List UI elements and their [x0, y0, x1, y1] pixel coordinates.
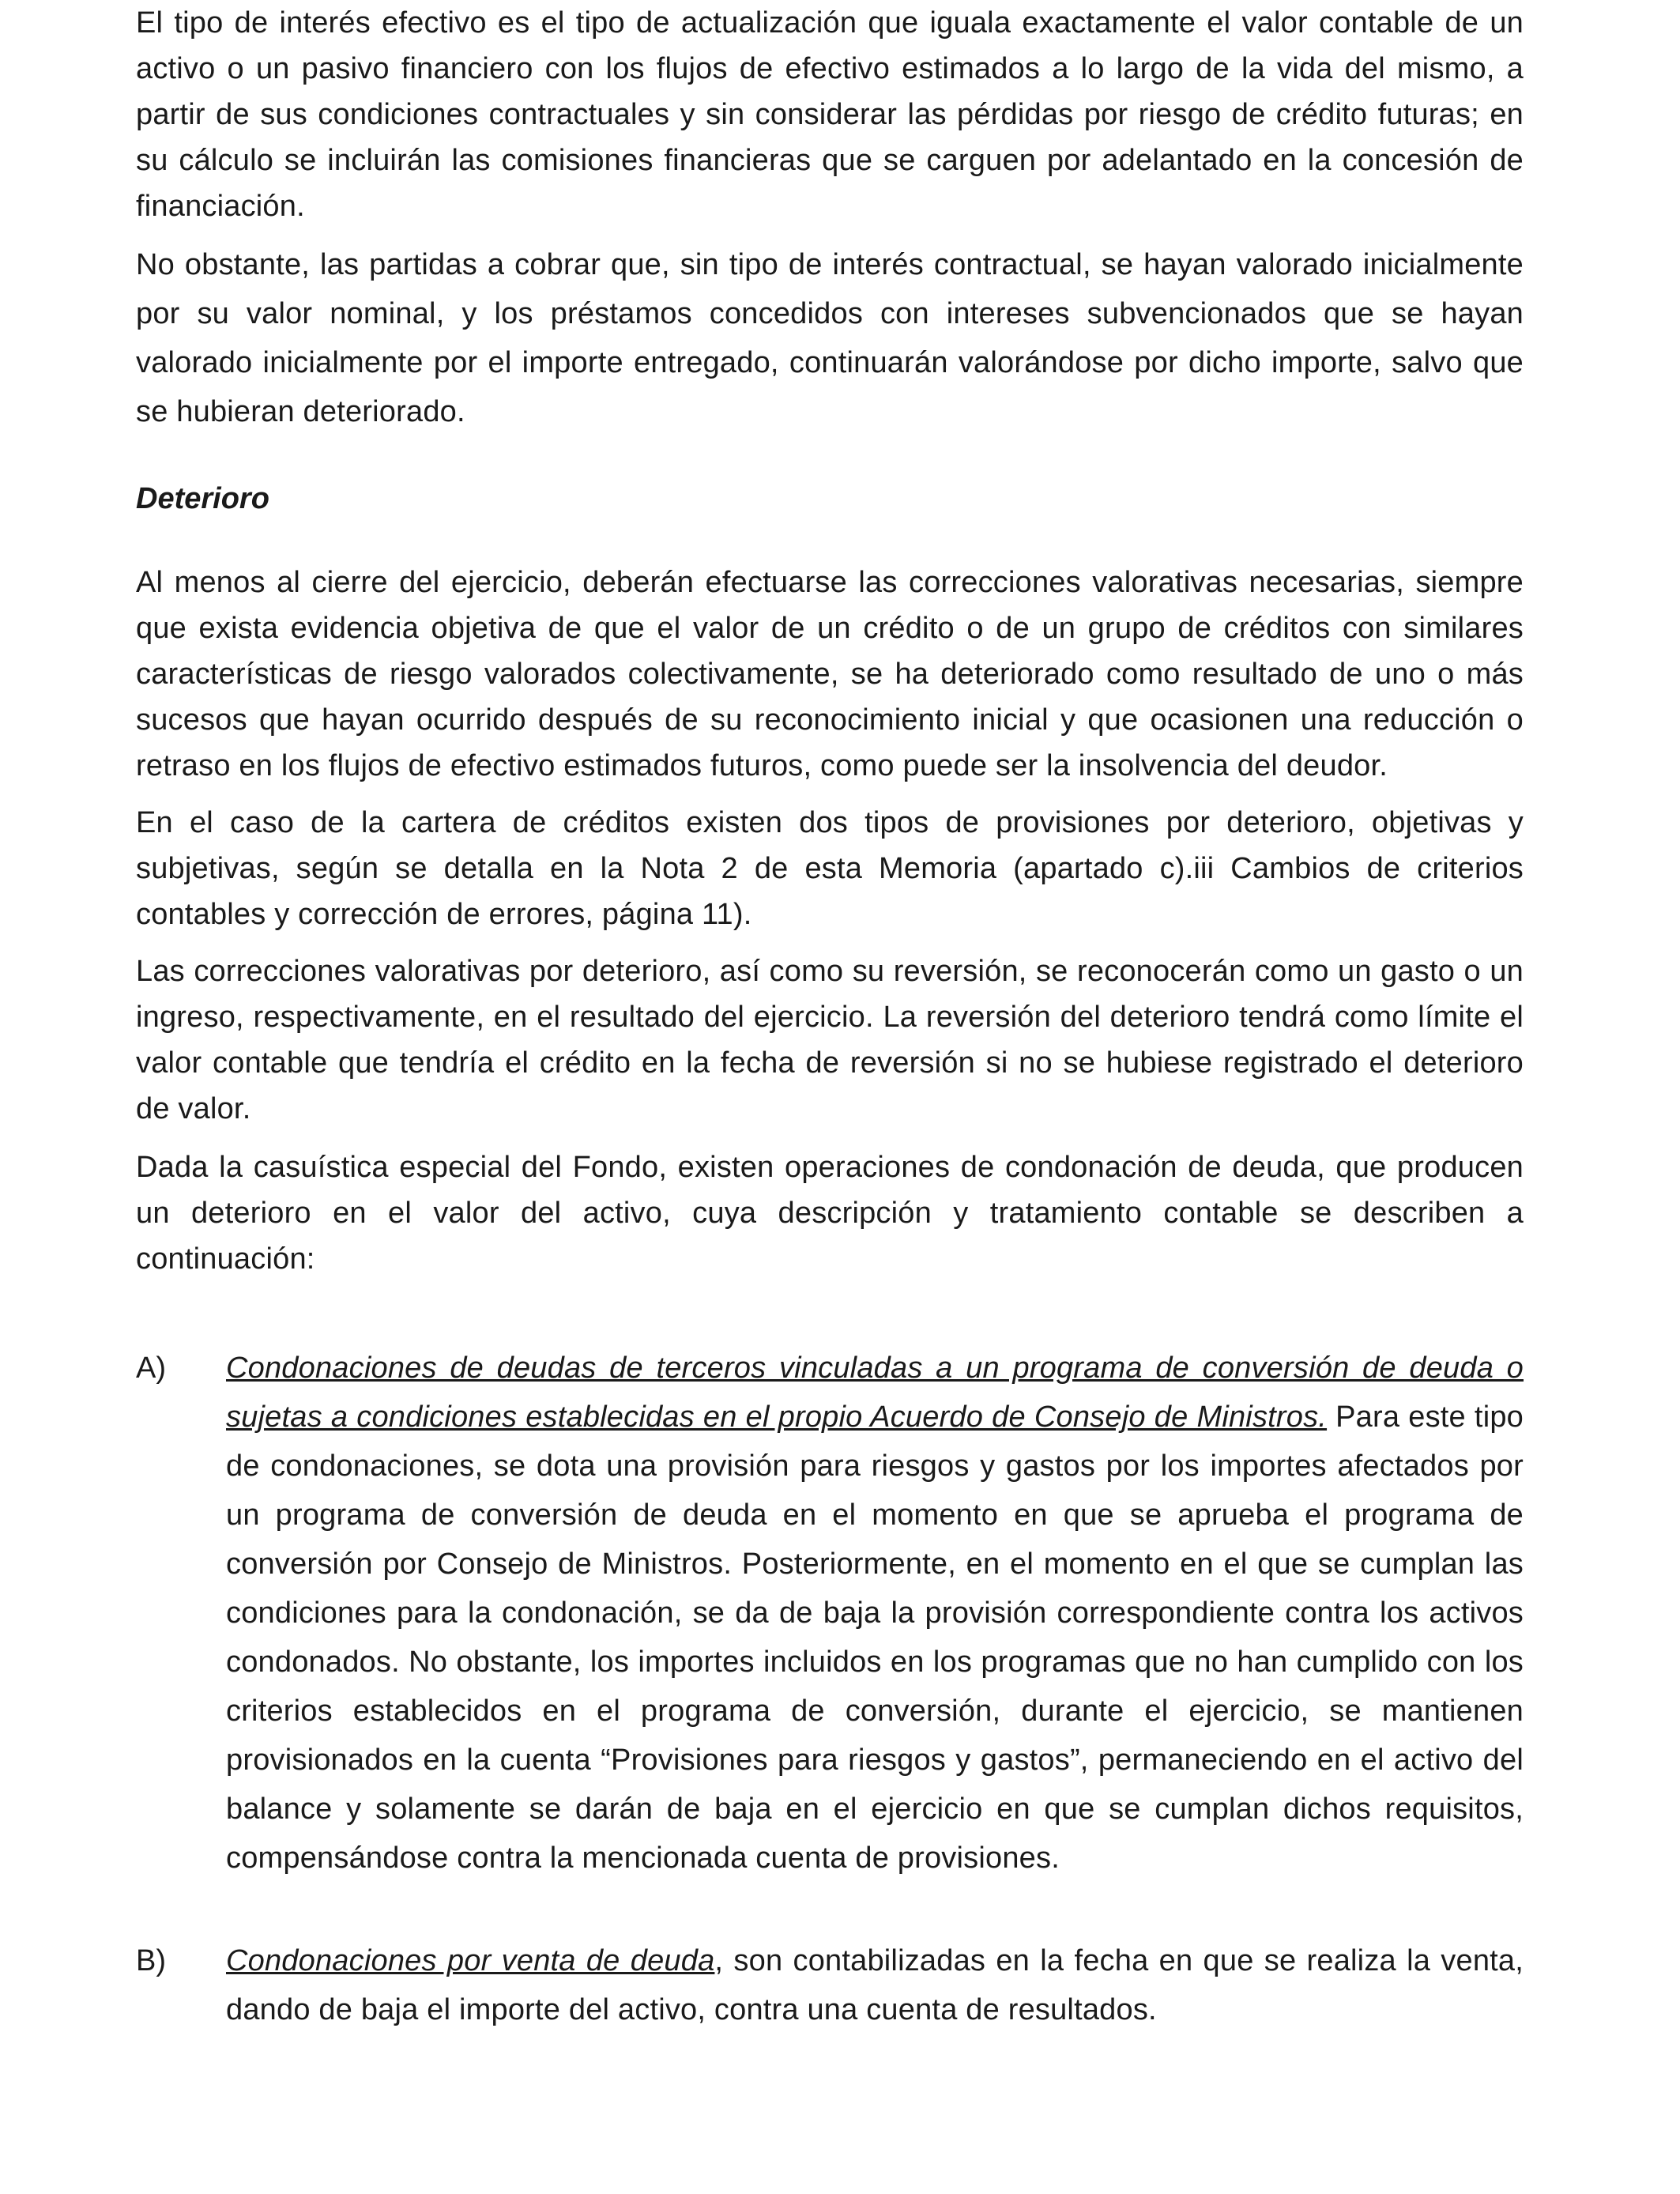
list-item-body [226, 1344, 1524, 1883]
paragraph-receivables-nominal: No obstante, las partidas a cobrar que, sin tipo de interés contractual, se hayan valorado inicialmente por su valor nominal, y los préstamos concedidos con intereses subvencionados que se hayan valorado inicialmente por el importe entregado, continuarán valorándose por dicho importe, salvo que se hubieran deteriorado. [136, 248, 1524, 428]
paragraph-debt-forgiveness-intro: Dada la casuística especial del Fondo, existen operaciones de condonación de deuda, que producen un deterioro en el valor del activo, cuya descripción y tratamiento contable se describen a continuación: [136, 1151, 1524, 1276]
paragraph-impairment-close: Al menos al cierre del ejercicio, deberán efectuarse las correcciones valorativas necesarias, siempre que exista evidencia objetiva de que el valor de un crédito o de un grupo de créditos con similares características de riesgo valorados colectivamente, se ha deteriorado como resultado de uno o más sucesos que hayan ocurrido después de su reconocimiento inicial y que ocasionen una reducción o retraso en los flujos de efectivo estimados futuros, como puede ser la insolvencia del deudor. [136, 566, 1524, 782]
list-item-a [136, 1344, 1524, 1883]
list-item-b [136, 1936, 1524, 2034]
list-marker: A) [136, 1351, 166, 1385]
list-item-body [226, 1936, 1524, 2034]
paragraph-impairment-reversal: Las correcciones valorativas por deterioro, así como su reversión, se reconocerán como un gasto o un ingreso, respectivamente, en el resultado del ejercicio. La reversión del deterioro tendrá como límite el valor contable que tendría el crédito en la fecha de reversión si no se hubiese registrado el deterioro de valor. [136, 955, 1524, 1125]
list-item-lead: Condonaciones de deudas de terceros vinculadas a un programa de conversión de deuda o sujetas a condiciones establecidas en el propio Acuerdo de Consejo de Ministros. [226, 1351, 1524, 1434]
section-heading-deterioro: Deterioro [136, 482, 269, 515]
list-item-lead: Condonaciones por venta de deuda [226, 1944, 715, 1977]
list-item-text: , son contabilizadas en la fecha en que se realiza la venta, dando de baja el importe del activo, contra una cuenta de resultados. [226, 1944, 1524, 2026]
list-item-text: Para este tipo de condonaciones, se dota una provisión para riesgos y gastos por los importes afectados por un programa de conversión de deuda en el momento en que se aprueba el programa de conversión por Consejo de Ministros. Posteriormente, en el momento en el que se cumplan las condiciones para la condonación, se da de baja la provisión correspondiente contra los activos condonados. No obstante, los importes incluidos en los programas que no han cumplido con los criterios establecidos en el programa de conversión, durante el ejercicio, se mantienen provisionados en la cuenta “Provisiones para riesgos y gastos”, permaneciendo en el activo del balance y solamente se darán de baja en el ejercicio en que se cumplan dichos requisitos, compensándose contra la mencionada cuenta de provisiones. [226, 1400, 1524, 1875]
list-marker: B) [136, 1944, 166, 1977]
paragraph-effective-interest: El tipo de interés efectivo es el tipo de actualización que iguala exactamente el valor contable de un activo o un pasivo financiero con los flujos de efectivo estimados a lo largo de la vida del mismo, a partir de sus condiciones contractuales y sin considerar las pérdidas por riesgo de crédito futuras; en su cálculo se incluirán las comisiones financieras que se carguen por adelantado en la concesión de financiación. [136, 6, 1524, 223]
paragraph-credit-portfolio: En el caso de la cartera de créditos existen dos tipos de provisiones por deterioro, objetivas y subjetivas, según se detalla en la Nota 2 de esta Memoria (apartado c).iii Cambios de criterios contables y corrección de errores, página 11). [136, 806, 1524, 931]
